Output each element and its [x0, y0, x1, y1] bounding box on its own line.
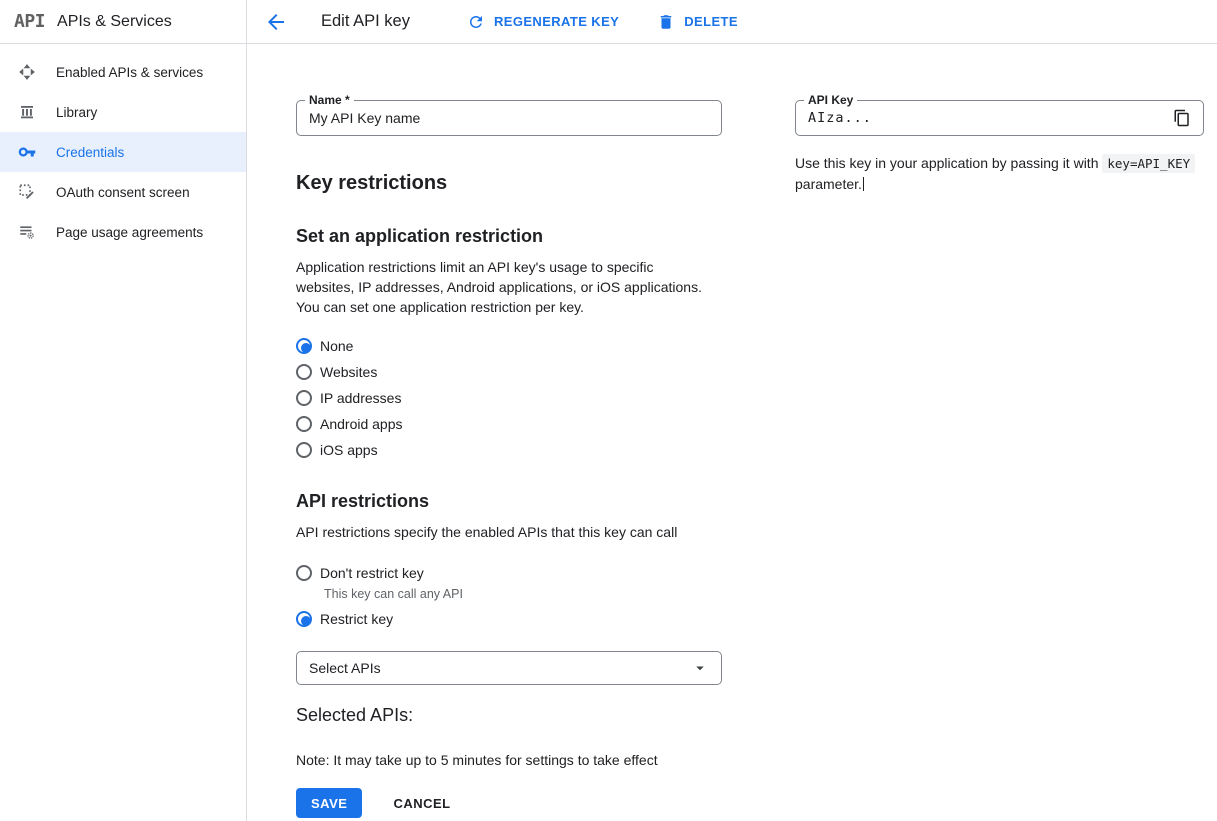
key-restrictions-heading: Key restrictions: [296, 172, 448, 194]
library-icon: [18, 103, 36, 121]
sidebar-nav: [0, 44, 246, 252]
radio-option-none[interactable]: [296, 333, 722, 359]
radio-option-websites[interactable]: [296, 359, 722, 385]
select-apis-value: Select APIs: [309, 660, 381, 676]
sidebar-item-label: Page usage agreements: [56, 224, 204, 240]
sidebar-item-page-usage[interactable]: [0, 212, 246, 252]
sidebar-header: [0, 0, 246, 44]
app-restriction-options: [296, 333, 722, 463]
sidebar-item-label: Credentials: [56, 144, 125, 160]
name-field-label: Name *: [305, 93, 354, 108]
content-header: [247, 0, 1217, 44]
radio-unselected-icon: [296, 390, 312, 406]
sidebar-item-label: OAuth consent screen: [56, 184, 190, 200]
api-key-field-label: API Key: [804, 93, 857, 108]
cancel-button[interactable]: CANCEL: [387, 795, 456, 812]
sidebar-item-oauth-consent[interactable]: [0, 172, 246, 212]
radio-unselected-icon: [296, 565, 312, 581]
api-key-column: [795, 93, 1204, 209]
api-key-code-snippet: key=API_KEY: [1102, 154, 1195, 173]
sidebar-item-library[interactable]: [0, 92, 246, 132]
api-restrictions-description: API restrictions specify the enabled APIs that this key can call: [296, 524, 678, 540]
page-title: Edit API key: [321, 12, 410, 30]
regenerate-key-label: REGENERATE KEY: [493, 14, 620, 29]
form-column: [296, 93, 722, 818]
api-logo: API: [14, 11, 46, 32]
radio-label: Websites: [320, 364, 378, 380]
sidebar-item-label: Library: [56, 104, 98, 120]
radio-label: None: [320, 338, 354, 354]
trash-icon: [657, 13, 675, 31]
api-key-field: [795, 93, 1204, 136]
radio-label: Android apps: [320, 416, 403, 432]
text-cursor: [863, 177, 864, 191]
radio-label: IP addresses: [320, 390, 402, 406]
radio-option-android-apps[interactable]: [296, 411, 722, 437]
selected-apis-heading: Selected APIs:: [296, 705, 414, 725]
back-arrow-icon[interactable]: [264, 10, 288, 34]
refresh-icon: [467, 13, 485, 31]
radio-unselected-icon: [296, 416, 312, 432]
form-actions: [296, 788, 722, 818]
oauth-icon: [18, 183, 36, 201]
sidebar-item-enabled-apis[interactable]: [0, 52, 246, 92]
radio-option-dont-restrict-key[interactable]: [296, 560, 722, 586]
help-text-after: parameter.: [795, 176, 862, 192]
radio-option-ios-apps[interactable]: [296, 437, 722, 463]
chevron-down-icon: [691, 659, 709, 677]
radio-label: Restrict key: [320, 611, 394, 627]
main-content: [247, 44, 1217, 821]
sidebar-item-credentials[interactable]: [0, 132, 246, 172]
radio-selected-icon: [296, 338, 312, 354]
api-key-help-text: [795, 153, 1204, 195]
agreements-icon: [18, 223, 36, 241]
name-input[interactable]: [309, 110, 709, 126]
settings-note: Note: It may take up to 5 minutes for settings to take effect: [296, 752, 658, 768]
sidebar-item-label: Enabled APIs & services: [56, 64, 204, 80]
radio-label: Don't restrict key: [320, 565, 424, 581]
copy-icon[interactable]: [1173, 109, 1191, 127]
key-icon: [18, 143, 36, 161]
radio-option-restrict-key[interactable]: [296, 606, 722, 632]
select-apis-dropdown[interactable]: [296, 651, 722, 685]
delete-label: DELETE: [684, 14, 738, 29]
app-restriction-description: Application restrictions limit an API key's usage to specific websites, IP addresses, Android applications, or iOS applications. You can set one application restriction per key.: [296, 259, 702, 315]
api-restriction-options: [296, 560, 722, 632]
radio-option-ip-addresses[interactable]: [296, 385, 722, 411]
save-button[interactable]: SAVE: [296, 788, 362, 818]
radio-unselected-icon: [296, 442, 312, 458]
api-restrictions-heading: API restrictions: [296, 491, 430, 511]
api-key-value[interactable]: [808, 110, 1173, 126]
delete-button[interactable]: [657, 13, 738, 31]
radio-unselected-icon: [296, 364, 312, 380]
dont-restrict-key-sublabel: This key can call any API: [324, 587, 463, 601]
app-restriction-heading: Set an application restriction: [296, 226, 544, 246]
radio-selected-icon: [296, 611, 312, 627]
sidebar-title: APIs & Services: [57, 12, 172, 30]
regenerate-key-button[interactable]: [467, 13, 619, 31]
name-field: [296, 93, 722, 136]
radio-label: iOS apps: [320, 442, 378, 458]
sidebar: [0, 0, 247, 821]
help-text-before: Use this key in your application by passing it with: [795, 155, 1103, 171]
apis-icon: [18, 63, 36, 81]
